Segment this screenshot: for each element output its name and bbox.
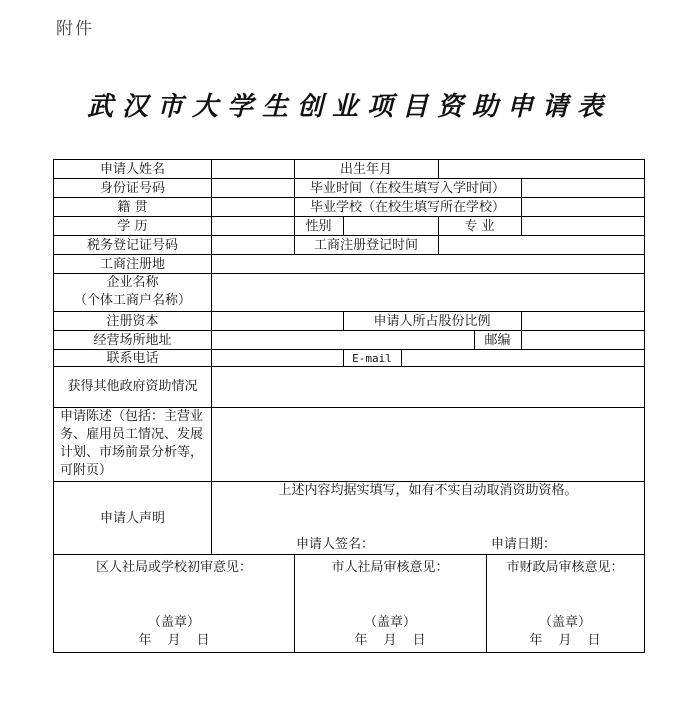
company-name-label: 企业名称 bbox=[106, 275, 159, 290]
postcode-label: 邮编 bbox=[484, 333, 511, 348]
biz-reg-place-label: 工商注册地 bbox=[99, 257, 165, 272]
email-label: E-mail bbox=[352, 352, 392, 365]
share-ratio-label: 申请人所占股份比例 bbox=[373, 314, 491, 329]
gender-label: 性别 bbox=[305, 219, 332, 234]
tax-reg-label: 税务登记证号码 bbox=[86, 238, 178, 253]
application-form-table bbox=[53, 159, 645, 653]
declaration-label: 申请人声明 bbox=[99, 511, 165, 526]
address-label: 经营场所地址 bbox=[93, 333, 172, 348]
city-hr-review-date: 年 月 日 bbox=[354, 633, 426, 648]
finance-review-date: 年 月 日 bbox=[529, 633, 601, 648]
district-review-title: 区人社局或学校初审意见： bbox=[95, 560, 252, 575]
company-name-sub-label: （个体工商户名称） bbox=[73, 293, 191, 308]
grad-time-label: 毕业时间（在校生填写入学时间） bbox=[309, 181, 505, 196]
form-title: 武汉市大学生创业项目资助申请表 bbox=[86, 92, 612, 122]
statement-label: 申请陈述（包括：主营业务、雇用员工情况、发展计划、市场前景分析等，可附页） bbox=[60, 409, 204, 478]
district-review-date: 年 月 日 bbox=[138, 633, 210, 648]
finance-review-title: 市财政局审核意见： bbox=[506, 560, 624, 575]
signature-label: 申请人签名： bbox=[296, 537, 375, 552]
applicant-name-label: 申请人姓名 bbox=[99, 162, 165, 177]
biz-reg-time-label: 工商注册登记时间 bbox=[313, 238, 418, 253]
reg-capital-label: 注册资本 bbox=[106, 314, 159, 329]
finance-review-seal: （盖章） bbox=[538, 615, 591, 630]
apply-date-label: 申请日期： bbox=[491, 537, 557, 552]
phone-label: 联系电话 bbox=[106, 351, 159, 366]
city-hr-review-seal: （盖章） bbox=[363, 615, 416, 630]
native-place-label: 籍 贯 bbox=[117, 200, 148, 215]
declaration-text: 上述内容均据实填写，如有不实自动取消资助资格。 bbox=[278, 483, 578, 498]
grad-school-label: 毕业学校（在校生填写所在学校） bbox=[309, 200, 505, 215]
education-label: 学 历 bbox=[117, 219, 148, 234]
city-hr-review-title: 市人社局审核意见： bbox=[331, 560, 449, 575]
major-label: 专 业 bbox=[464, 219, 495, 234]
other-funding-label: 获得其他政府资助情况 bbox=[67, 379, 198, 394]
district-review-seal: （盖章） bbox=[147, 615, 200, 630]
birth-date-label: 出生年月 bbox=[339, 162, 392, 177]
attachment-label: 附件 bbox=[56, 19, 94, 39]
id-number-label: 身份证号码 bbox=[99, 181, 165, 196]
